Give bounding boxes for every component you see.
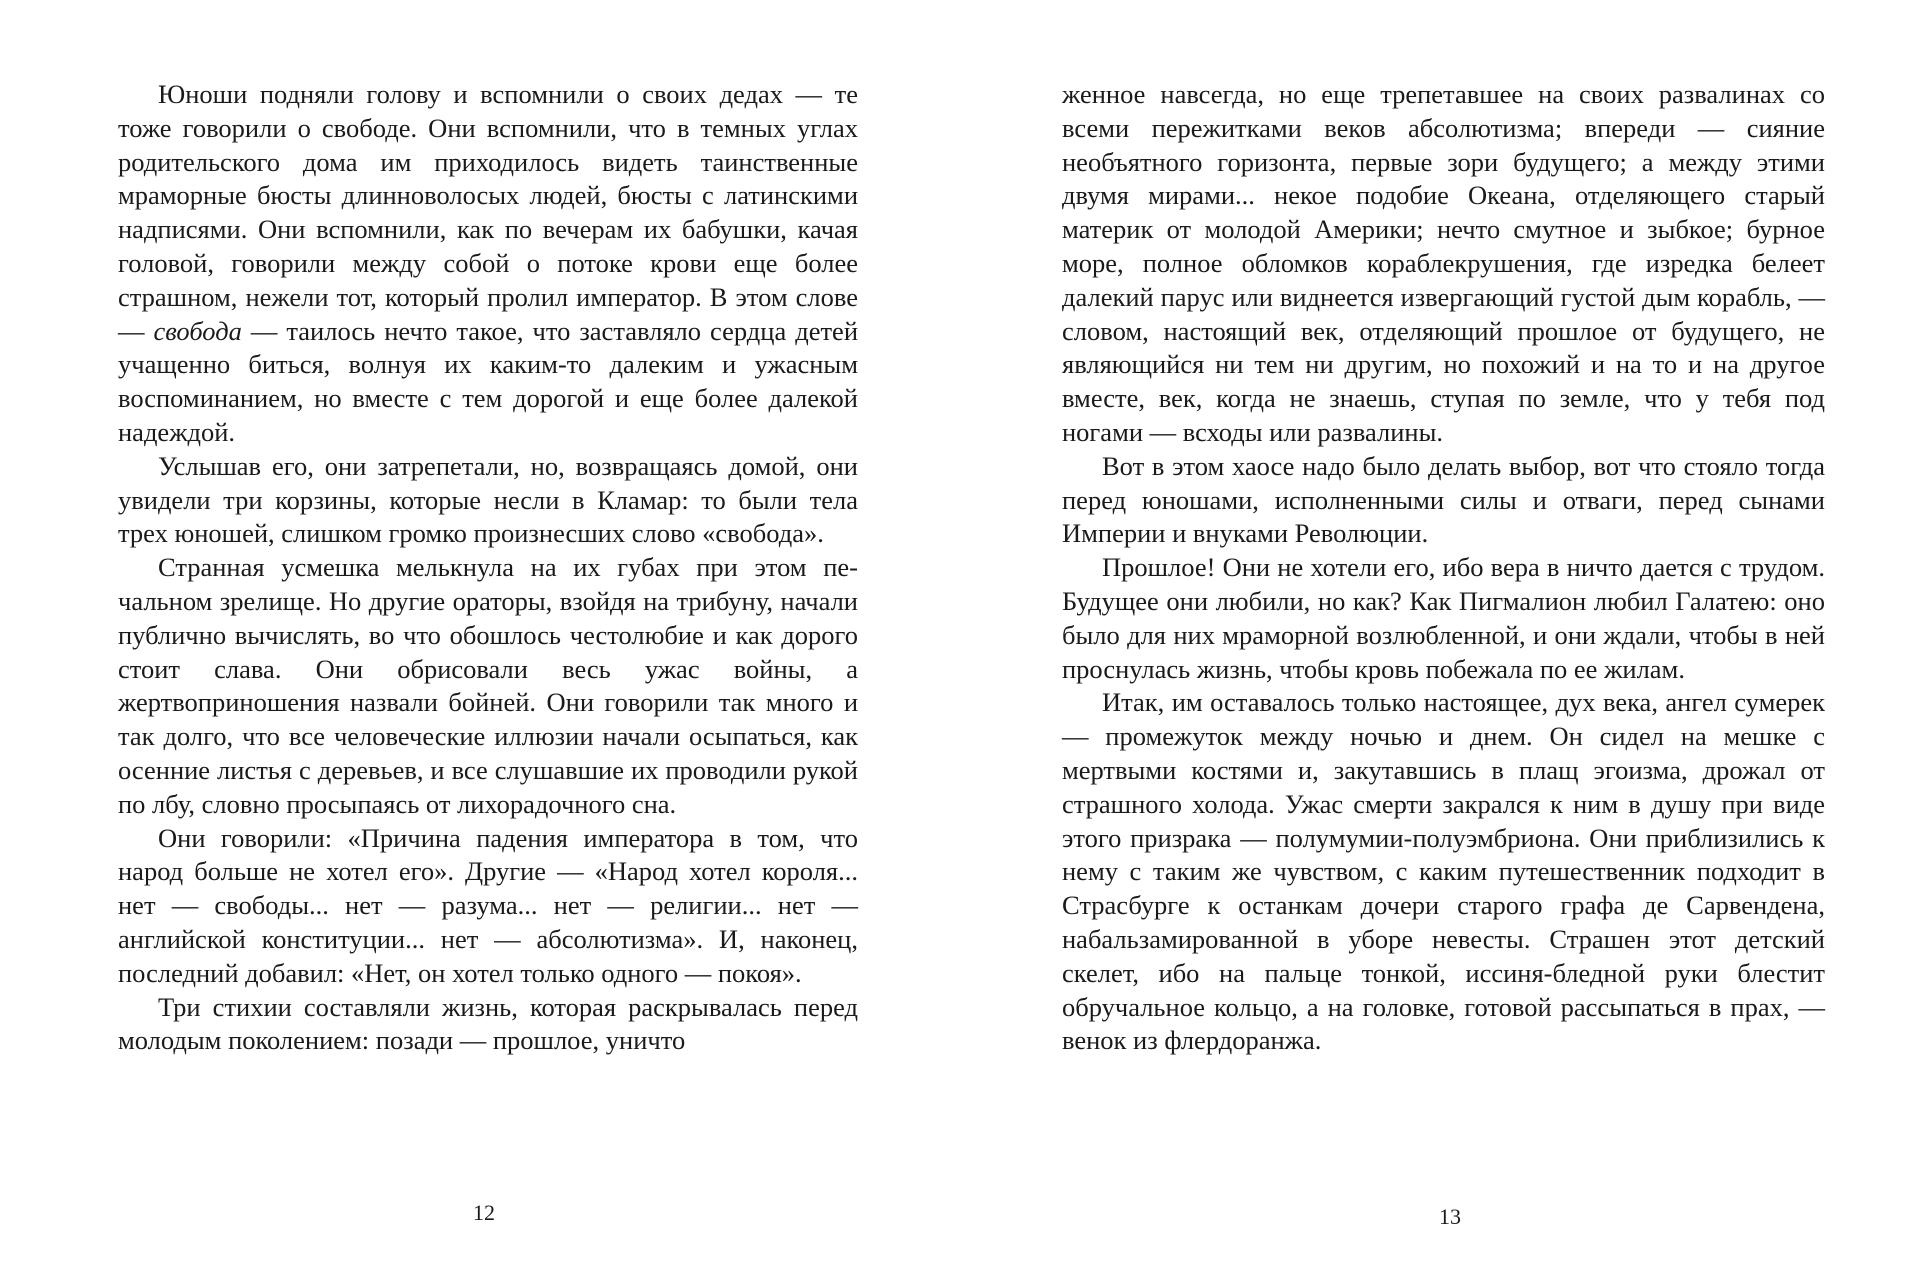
right-page — [966, 0, 1932, 1278]
paragraph: Прошлое! Они не хотели его, ибо вера в ничто дается с трудом. Будущее они любили, но как? Как Пигмалион любил Галатею: оно было для них мраморной возлюбленной, и они ждали, чтобы в ней проснулась жизнь, чтобы кровь побежала по ее жилам. — [1062, 552, 1825, 684]
paragraph: Итак, им оставалось только настоящее, дух века, ангел сумерек — промежуток между ночью и днем. Он сидел на мешке с мертвыми костями и, закутавшись в плащ эгоизма, дрожал от страшного холода. Ужас смерти закрался к ним в душу при виде этого призрака — полумумии-полуэмбриона. Они приблизились к нему с таким же чувством, с каким путешественник подходит в Страсбурге к останкам дочери старого графа де Сарвендена, набальзамированной в уборе невесты. Страшен этот детский скелет, ибо на пальце тонкой, иссиня-бледной руки блестит обручальное кольцо, а на головке, готовой рассыпаться в прах, — венок из флердоранжа. — [1062, 687, 1825, 1056]
right-page-text — [1062, 78, 1825, 1058]
paragraph: Три стихии составляли жизнь, которая раскрывалась перед молодым поколением: позади — прошлое, уничто — [118, 991, 858, 1056]
paragraph: Они говорили: «Причина падения императора в том, что народ больше не хотел его». Другие — «Народ хотел короля... нет — свободы... нет — разума... нет — религии... нет — английской конституции... нет — абсолютизма». И, наконец, последний добавил: «Нет, он хотел только одного — покоя». — [118, 822, 858, 988]
paragraph: Странная усмешка мелькнула на их губах при этом печальном зрелище. Но другие ораторы, взойдя на трибуну, начали публично вычислять, во что обошлось честолюбие и как дорого стоит слава. Они обрисовали весь ужас войны, а жертвоприношения назвали бойней. Они говорили так много и так долго, что все человеческие иллюзии начали осыпаться, как осенние листья с деревьев, и все слушавшие их проводили рукой по лбу, словно просыпаясь от лихорадочного сна. — [118, 552, 858, 819]
page-number-left: 12 — [473, 1200, 495, 1225]
paragraph: Услышав его, они затрепетали, но, возвращаясь домой, они увидели три корзины, которые несли в Кламар: то были тела трех юношей, слишком громко произнесших слово «свобода». — [118, 450, 858, 549]
paragraph: Вот в этом хаосе надо было делать выбор, вот что стояло тогда перед юношами, исполненными силы и отваги, перед сынами Империи и внуками Революции. — [1062, 450, 1825, 549]
paragraph: женное навсегда, но еще трепетавшее на своих развалинах со всеми пережитками веков абсолютизма; впереди — сияние необъятного горизонта, первые зори будущего; а между этими двумя мирами... некое подобие Океана, отделяющего старый материк от молодой Америки; нечто смутное и зыбкое; бурное море, полное обломков кораблекрушения, где изредка белеет далекий парус или виднеется извергающий густой дым корабль, — словом, настоящий век, отделяющий прошлое от будущего, не являющийся ни тем ни другим, но похожий и на то и на другое вместе, век, когда не знаешь, ступая по земле, что у тебя под ногами — всходы или развалины. — [1062, 79, 1825, 447]
left-page-text — [118, 78, 858, 1058]
paragraph: Юноши подняли голову и вспомнили о своих дедах — те тоже говорили о свободе. Они вспомнили, что в темных углах родительского дома им приходилось видеть таинственные мраморные бюсты длинноволосых людей, бюсты с латинскими надписями. Они вспомнили, как по вечерам их бабушки, качая головой, говорили между собой о потоке крови еще более страшном, нежели тот, который пролил император. В этом слове — свобода — таилось нечто такое, что заставляло сердца детей учащенно биться, волнуя их каким-то далеким и ужасным воспоминанием, но вместе с тем дорогой и еще более далекой надеждой. — [118, 79, 858, 447]
page-number-right: 13 — [1439, 1204, 1461, 1229]
italic-word: свобода — [153, 315, 242, 346]
